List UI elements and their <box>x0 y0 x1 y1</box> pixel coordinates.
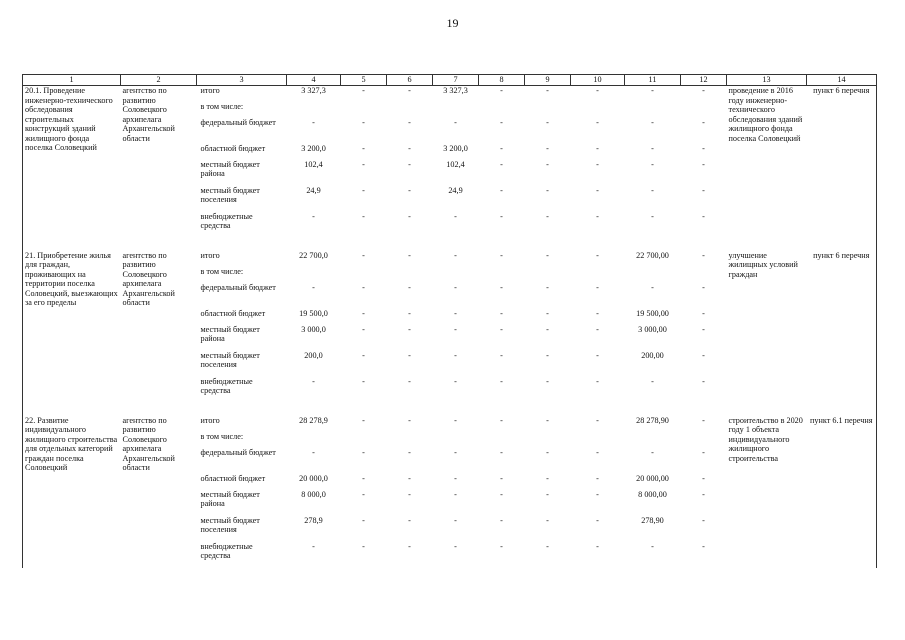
amount-cell: - <box>408 415 411 425</box>
amount-cell: 24,9 <box>306 185 321 195</box>
funding-source: местный бюджет района <box>200 489 260 509</box>
funding-source: федеральный бюджет <box>200 282 276 292</box>
amount-cell <box>681 102 727 118</box>
amount-cell: - <box>702 489 705 499</box>
executor: агентство по развитию Соловецкого архипелага Архангельской области <box>122 250 175 308</box>
amount-cell: - <box>546 211 549 221</box>
amount-cell: - <box>408 350 411 360</box>
activity-name: 20.1. Проведение инженерно-технического обследования строительных конструкций зданий жилищного фонда поселка Соловецкий <box>23 86 121 238</box>
amount-cell <box>433 267 479 283</box>
amount-cell: 102,4 <box>446 159 465 169</box>
amount-cell: - <box>596 415 599 425</box>
amount-cell: - <box>702 415 705 425</box>
amount-cell: - <box>500 473 503 483</box>
amount-cell: - <box>702 473 705 483</box>
amount-cell: - <box>500 159 503 169</box>
amount-cell <box>625 267 681 283</box>
amount-cell: 3 200,0 <box>443 143 468 153</box>
amount-cell <box>525 102 571 118</box>
amount-cell: - <box>454 350 457 360</box>
expected-result: улучшение жилищных условий граждан <box>728 250 798 279</box>
amount-cell: - <box>312 282 315 292</box>
amount-cell: 28 278,90 <box>636 415 669 425</box>
amount-cell <box>287 432 341 448</box>
amount-cell: - <box>408 86 411 95</box>
amount-cell: - <box>596 489 599 499</box>
amount-cell: - <box>408 489 411 499</box>
amount-cell: - <box>312 211 315 221</box>
amount-cell: - <box>408 447 411 457</box>
amount-cell: - <box>362 185 365 195</box>
amount-cell: - <box>546 324 549 334</box>
amount-cell: - <box>362 211 365 221</box>
amount-cell: - <box>702 211 705 221</box>
col-header: 7 <box>433 75 479 86</box>
amount-cell: - <box>596 541 599 551</box>
amount-cell: - <box>362 376 365 386</box>
amount-cell <box>625 432 681 448</box>
funding-source: областной бюджет <box>200 308 266 318</box>
amount-cell: - <box>500 415 503 425</box>
amount-cell: - <box>546 489 549 499</box>
col-header: 4 <box>287 75 341 86</box>
amount-cell: - <box>702 86 705 95</box>
amount-cell: - <box>408 282 411 292</box>
separator-cell <box>23 403 877 416</box>
block-separator <box>23 403 877 416</box>
amount-cell: - <box>500 282 503 292</box>
amount-cell: - <box>362 117 365 127</box>
col-header: 11 <box>625 75 681 86</box>
reference: пункт 6 перечня <box>807 86 877 238</box>
amount-cell: - <box>454 211 457 221</box>
amount-cell: - <box>546 473 549 483</box>
amount-cell <box>479 432 525 448</box>
funding-source: областной бюджет <box>200 143 266 153</box>
amount-cell: - <box>596 185 599 195</box>
amount-cell: - <box>702 282 705 292</box>
amount-cell: - <box>546 282 549 292</box>
amount-cell <box>341 102 387 118</box>
activity-name: 22. Развитие индивидуального жилищного строительства для отдельных категорий граждан поселка Соловецкий <box>23 416 121 568</box>
amount-cell: - <box>362 473 365 483</box>
amount-cell <box>387 102 433 118</box>
amount-cell <box>287 267 341 283</box>
amount-cell: 8 000,00 <box>638 489 667 499</box>
page-number: 19 <box>446 16 459 30</box>
amount-cell: - <box>651 117 654 127</box>
amount-cell: - <box>454 541 457 551</box>
amount-cell: - <box>651 282 654 292</box>
amount-cell: - <box>500 185 503 195</box>
amount-cell: - <box>596 324 599 334</box>
funding-source: федеральный бюджет <box>200 447 276 457</box>
amount-cell: - <box>408 250 411 260</box>
amount-cell: - <box>500 515 503 525</box>
amount-cell: - <box>546 250 549 260</box>
amount-cell: 200,00 <box>641 350 664 360</box>
separator-cell <box>23 238 877 251</box>
funding-source: местный бюджет поселения <box>200 350 260 370</box>
amount-cell: - <box>362 415 365 425</box>
amount-cell: - <box>500 350 503 360</box>
amount-cell <box>625 102 681 118</box>
funding-source: местный бюджет поселения <box>200 185 260 205</box>
amount-cell: - <box>546 117 549 127</box>
col-header: 9 <box>525 75 571 86</box>
amount-cell: - <box>546 515 549 525</box>
amount-cell: 20 000,00 <box>636 473 669 483</box>
amount-cell: - <box>702 308 705 318</box>
amount-cell: - <box>651 86 654 95</box>
amount-cell: 8 000,0 <box>301 489 326 499</box>
amount-cell: - <box>702 541 705 551</box>
program-table <box>22 74 877 568</box>
amount-cell: - <box>408 515 411 525</box>
amount-cell: 22 700,00 <box>636 250 669 260</box>
expected-result: проведение в 2016 году инженерно-технического обследования зданий жилищного фонда поселка Соловецкий <box>728 86 803 143</box>
col-header: 5 <box>341 75 387 86</box>
amount-cell: - <box>702 250 705 260</box>
amount-cell: - <box>500 541 503 551</box>
amount-cell: - <box>651 143 654 153</box>
amount-cell: - <box>408 143 411 153</box>
funding-source: местный бюджет района <box>200 324 260 344</box>
amount-cell: - <box>596 159 599 169</box>
amount-cell: - <box>454 415 457 425</box>
col-header: 8 <box>479 75 525 86</box>
amount-cell: - <box>454 447 457 457</box>
amount-cell: - <box>651 541 654 551</box>
col-header: 13 <box>727 75 807 86</box>
amount-cell: - <box>596 211 599 221</box>
amount-cell: - <box>312 376 315 386</box>
amount-cell: - <box>362 143 365 153</box>
amount-cell: 19 500,00 <box>636 308 669 318</box>
amount-cell: - <box>596 308 599 318</box>
reference: пункт 6.1 перечня <box>807 416 877 568</box>
amount-cell: - <box>702 447 705 457</box>
amount-cell: - <box>596 473 599 483</box>
amount-cell: - <box>362 324 365 334</box>
amount-cell: - <box>500 308 503 318</box>
amount-cell: - <box>596 86 599 95</box>
amount-cell <box>525 432 571 448</box>
amount-cell <box>681 267 727 283</box>
amount-cell: - <box>362 350 365 360</box>
table-row <box>23 86 877 102</box>
amount-cell <box>681 432 727 448</box>
amount-cell: - <box>596 250 599 260</box>
table-body <box>23 86 877 568</box>
amount-cell: - <box>546 447 549 457</box>
amount-cell <box>387 267 433 283</box>
amount-cell: - <box>454 324 457 334</box>
amount-cell: - <box>500 250 503 260</box>
amount-cell: - <box>546 541 549 551</box>
amount-cell: - <box>454 250 457 260</box>
amount-cell: - <box>596 515 599 525</box>
amount-cell: 3 200,0 <box>301 143 326 153</box>
executor: агентство по развитию Соловецкого архипелага Архангельской области <box>122 86 175 143</box>
amount-cell: 278,90 <box>641 515 664 525</box>
amount-cell: - <box>362 447 365 457</box>
amount-cell: - <box>546 143 549 153</box>
amount-cell: - <box>651 376 654 386</box>
amount-cell: - <box>312 117 315 127</box>
amount-cell: - <box>596 350 599 360</box>
amount-cell: - <box>546 159 549 169</box>
amount-cell: - <box>546 308 549 318</box>
amount-cell <box>571 432 625 448</box>
amount-cell: - <box>454 515 457 525</box>
amount-cell: - <box>408 211 411 221</box>
amount-cell: - <box>500 447 503 457</box>
amount-cell: 3 327,3 <box>301 86 326 95</box>
amount-cell: 22 700,0 <box>299 250 328 260</box>
amount-cell: - <box>596 117 599 127</box>
amount-cell: - <box>312 541 315 551</box>
amount-cell: - <box>362 489 365 499</box>
amount-cell <box>479 102 525 118</box>
amount-cell: 3 000,0 <box>301 324 326 334</box>
funding-source: внебюджетные средства <box>200 541 253 561</box>
amount-cell <box>387 432 433 448</box>
amount-cell: - <box>362 515 365 525</box>
amount-cell: - <box>546 350 549 360</box>
amount-cell: 20 000,0 <box>299 473 328 483</box>
amount-cell: 278,9 <box>304 515 323 525</box>
amount-cell <box>433 102 479 118</box>
col-header: 2 <box>121 75 197 86</box>
funding-source: итого <box>200 86 220 95</box>
amount-cell: - <box>702 515 705 525</box>
amount-cell: - <box>546 86 549 95</box>
amount-cell: 28 278,9 <box>299 415 328 425</box>
amount-cell: - <box>702 350 705 360</box>
col-header: 6 <box>387 75 433 86</box>
column-number-row <box>23 75 877 86</box>
funding-source: в том числе: <box>200 101 244 111</box>
amount-cell: - <box>408 117 411 127</box>
amount-cell: - <box>454 282 457 292</box>
amount-cell: - <box>454 117 457 127</box>
funding-source: в том числе: <box>200 266 244 276</box>
funding-source: внебюджетные средства <box>200 376 253 396</box>
amount-cell: - <box>500 376 503 386</box>
funding-source: внебюджетные средства <box>200 211 253 231</box>
expected-result: строительство в 2020 году 1 объекта индивидуального жилищного строительства <box>728 415 803 463</box>
amount-cell: - <box>362 541 365 551</box>
amount-cell: - <box>312 447 315 457</box>
amount-cell: - <box>362 308 365 318</box>
amount-cell: - <box>651 185 654 195</box>
amount-cell <box>341 267 387 283</box>
amount-cell <box>287 102 341 118</box>
amount-cell: - <box>500 211 503 221</box>
amount-cell: - <box>408 308 411 318</box>
col-header: 12 <box>681 75 727 86</box>
amount-cell: - <box>454 489 457 499</box>
block-separator <box>23 238 877 251</box>
amount-cell: - <box>408 376 411 386</box>
amount-cell <box>433 432 479 448</box>
funding-source: областной бюджет <box>200 473 266 483</box>
funding-source: местный бюджет района <box>200 159 260 179</box>
amount-cell: - <box>596 143 599 153</box>
table-row <box>23 416 877 432</box>
amount-cell: - <box>362 86 365 95</box>
funding-source: итого <box>200 250 220 260</box>
amount-cell: - <box>596 447 599 457</box>
amount-cell: - <box>702 185 705 195</box>
amount-cell <box>479 267 525 283</box>
amount-cell <box>571 102 625 118</box>
amount-cell: - <box>408 473 411 483</box>
amount-cell: - <box>454 473 457 483</box>
amount-cell: - <box>546 185 549 195</box>
amount-cell: - <box>546 376 549 386</box>
activity-name: 21. Приобретение жилья для граждан, проживающих на территории поселка Соловецкий, выезжающих за его пределы <box>23 251 121 403</box>
col-header: 1 <box>23 75 121 86</box>
table-row <box>23 251 877 267</box>
amount-cell: 24,9 <box>448 185 463 195</box>
funding-source: федеральный бюджет <box>200 117 276 127</box>
col-header: 14 <box>807 75 877 86</box>
col-header: 10 <box>571 75 625 86</box>
amount-cell: - <box>362 250 365 260</box>
funding-source: в том числе: <box>200 431 244 441</box>
amount-cell: - <box>651 211 654 221</box>
amount-cell: - <box>454 376 457 386</box>
reference: пункт 6 перечня <box>807 251 877 403</box>
amount-cell: 200,0 <box>304 350 323 360</box>
amount-cell: - <box>702 324 705 334</box>
amount-cell: 19 500,0 <box>299 308 328 318</box>
amount-cell: - <box>408 159 411 169</box>
amount-cell: - <box>702 376 705 386</box>
funding-source: итого <box>200 415 220 425</box>
amount-cell: - <box>596 282 599 292</box>
amount-cell: - <box>651 447 654 457</box>
amount-cell: - <box>596 376 599 386</box>
executor: агентство по развитию Соловецкого архипелага Архангельской области <box>122 415 175 473</box>
amount-cell: - <box>651 159 654 169</box>
amount-cell <box>571 267 625 283</box>
amount-cell: - <box>362 282 365 292</box>
amount-cell: - <box>500 489 503 499</box>
amount-cell: - <box>500 324 503 334</box>
amount-cell: 102,4 <box>304 159 323 169</box>
amount-cell: 3 327,3 <box>443 86 468 95</box>
amount-cell: - <box>500 117 503 127</box>
amount-cell: - <box>500 86 503 95</box>
amount-cell: 3 000,00 <box>638 324 667 334</box>
amount-cell: - <box>408 541 411 551</box>
amount-cell: - <box>500 143 503 153</box>
amount-cell: - <box>702 143 705 153</box>
amount-cell: - <box>454 308 457 318</box>
amount-cell <box>525 267 571 283</box>
amount-cell: - <box>546 415 549 425</box>
amount-cell <box>341 432 387 448</box>
col-header: 3 <box>197 75 287 86</box>
amount-cell: - <box>408 324 411 334</box>
amount-cell: - <box>408 185 411 195</box>
amount-cell: - <box>702 159 705 169</box>
funding-source: местный бюджет поселения <box>200 515 260 535</box>
amount-cell: - <box>702 117 705 127</box>
amount-cell: - <box>362 159 365 169</box>
